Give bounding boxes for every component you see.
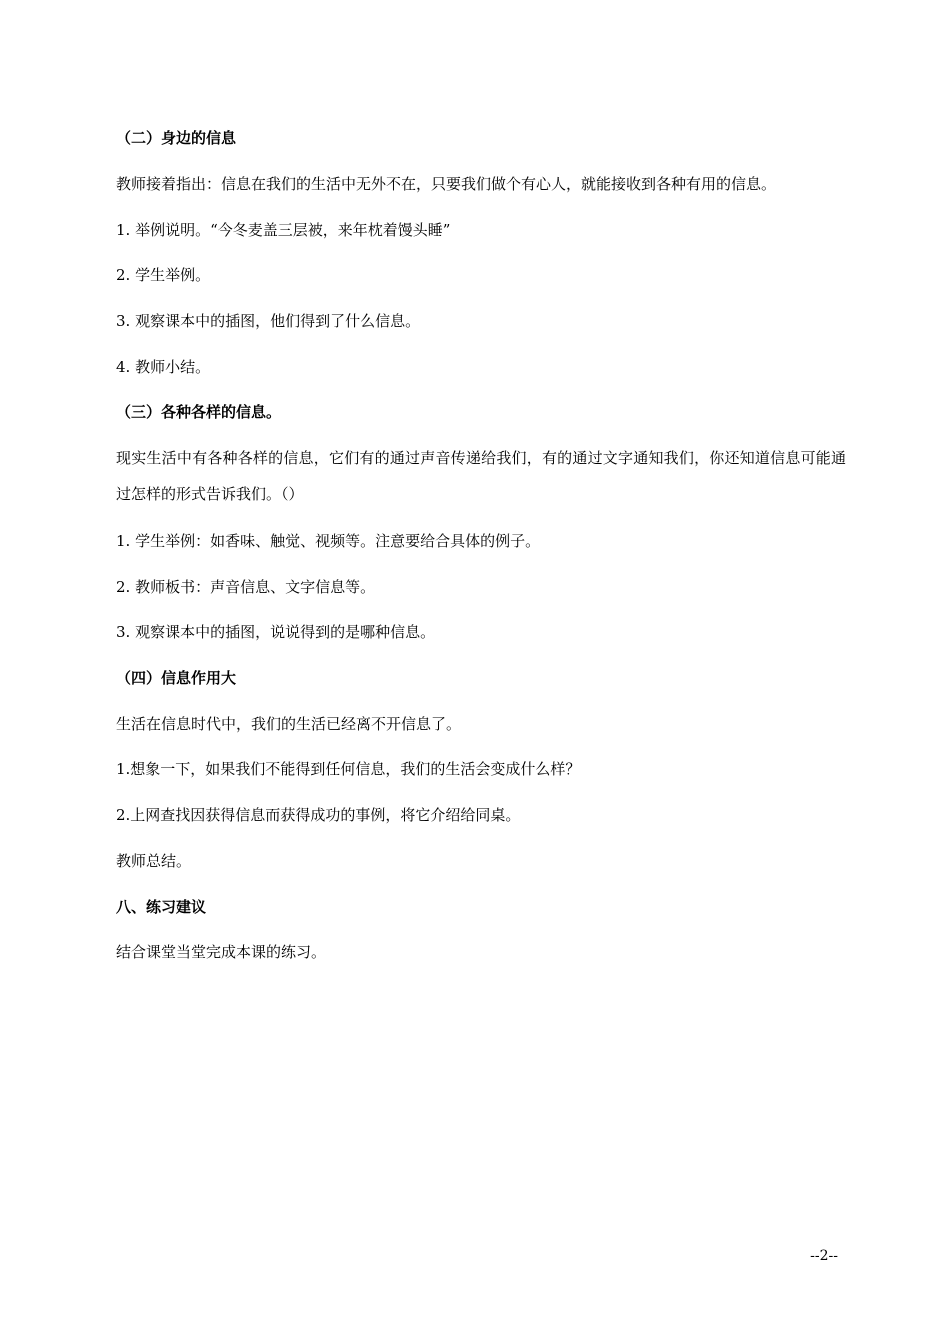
section-heading-2: （二）身边的信息 <box>116 129 237 147</box>
page-number: --2-- <box>810 1248 838 1264</box>
list-item: 1. 学生举例：如香味、触觉、视频等。注意要给合具体的例子。 <box>116 532 541 550</box>
section-4-summary: 教师总结。 <box>116 852 192 870</box>
list-item: 4. 教师小结。 <box>116 358 211 376</box>
list-item: 1. 举例说明。“今冬麦盖三层被，来年枕着馒头睡” <box>116 221 451 239</box>
section-heading-8: 八、练习建议 <box>116 898 207 916</box>
list-item: 2. 学生举例。 <box>116 266 211 284</box>
section-8-body: 结合课堂当堂完成本课的练习。 <box>116 943 327 961</box>
section-heading-3: （三）各种各样的信息。 <box>116 403 282 421</box>
list-item: 2.上网查找因获得信息而获得成功的事例，将它介绍给同桌。 <box>116 806 521 824</box>
section-2-intro: 教师接着指出：信息在我们的生活中无外不在，只要我们做个有心人，就能接收到各种有用的信息。 <box>116 175 777 193</box>
section-heading-4: （四）信息作用大 <box>116 669 237 687</box>
list-item: 3. 观察课本中的插图，他们得到了什么信息。 <box>116 312 421 330</box>
list-item: 1.想象一下，如果我们不能得到任何信息，我们的生活会变成什么样？ <box>116 760 581 778</box>
section-4-intro: 生活在信息时代中，我们的生活已经离不开信息了。 <box>116 715 462 733</box>
list-item: 3. 观察课本中的插图，说说得到的是哪种信息。 <box>116 623 436 641</box>
list-item: 2. 教师板书：声音信息、文字信息等。 <box>116 578 376 596</box>
section-3-intro: 现实生活中有各种各样的信息，它们有的通过声音传递给我们，有的通过文字通知我们，你还知道信息可能通过怎样的形式告诉我们。（） <box>116 449 846 503</box>
